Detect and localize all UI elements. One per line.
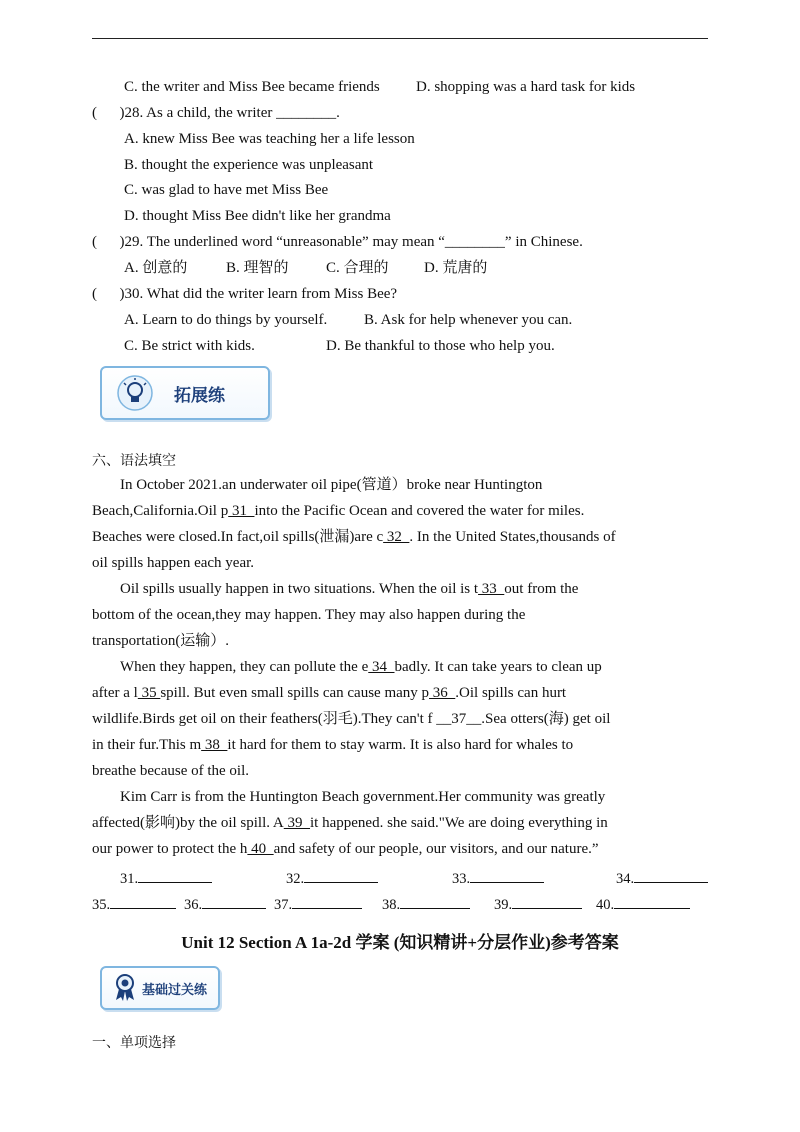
basic-practice-badge <box>100 966 220 1010</box>
answer-blank-31[interactable]: 31. <box>120 868 212 888</box>
gap-39: 39 <box>283 815 311 831</box>
gap-34: 34 <box>368 659 395 675</box>
passage-p4-line1: Kim Carr is from the Huntington Beach government.Her community was greatly <box>120 789 606 805</box>
q29-option-c: C. 合理的 <box>326 260 389 276</box>
section1-heading: 一、单项选择 <box>92 1035 176 1051</box>
q29-option-d: D. 荒唐的 <box>424 260 488 276</box>
answer-blank-34[interactable]: 34. <box>616 868 708 888</box>
passage-p1-line1: In October 2021.an underwater oil pipe(管道）broke near Huntington <box>120 477 543 493</box>
gap-40: 40 <box>247 841 274 857</box>
passage-p3-line3: wildlife.Birds get oil on their feathers(羽毛).They can't f __37__.Sea otters(海) get oil <box>92 711 611 727</box>
gap-32: 32 <box>383 529 410 545</box>
q30-option-b: B. Ask for help whenever you can. <box>364 312 573 328</box>
answer-blank-39[interactable]: 39. <box>494 894 582 914</box>
passage-p4-line3: our power to protect the h 40 and safety of our people, our visitors, and our nature.” <box>92 841 599 857</box>
q28-option-b: B. thought the experience was unpleasant <box>124 157 374 173</box>
answer-blank-37[interactable]: 37. <box>274 894 362 914</box>
answer-blank-36[interactable]: 36. <box>184 894 266 914</box>
passage-p2-line1: Oil spills usually happen in two situations. When the oil is t 33 out from the <box>120 581 579 597</box>
q29-option-a: A. 创意的 <box>124 260 188 276</box>
q29-option-b: B. 理智的 <box>226 260 289 276</box>
passage-p2-line3: transportation(运输）. <box>92 633 230 649</box>
gap-35: 35 <box>137 685 161 701</box>
extension-practice-badge <box>100 366 270 420</box>
q30-option-d: D. Be thankful to those who help you. <box>326 338 555 354</box>
q27-option-d: D. shopping was a hard task for kids <box>416 79 636 95</box>
gap-38: 38 <box>201 737 228 753</box>
q30-option-a: A. Learn to do things by yourself. <box>124 312 328 328</box>
q29-stem: ( )29. The underlined word “unreasonable” may mean “________” in Chinese. <box>92 234 583 250</box>
gap-37: __37__ <box>436 711 482 727</box>
gap-31: 31 <box>228 503 255 519</box>
answer-blank-38[interactable]: 38. <box>382 894 470 914</box>
badge-label: 拓展练 <box>174 386 225 406</box>
answer-blank-40[interactable]: 40. <box>596 894 690 914</box>
passage-p3-line5: breathe because of the oil. <box>92 763 250 779</box>
passage-p1-line3: Beaches were closed.In fact,oil spills(泄漏)are c 32 . In the United States,thousands of <box>92 529 616 545</box>
q28-stem: ( )28. As a child, the writer ________. <box>92 105 340 121</box>
answer-blank-35[interactable]: 35. <box>92 894 176 914</box>
badge-label: 基础过关练 <box>142 983 208 998</box>
answer-blank-33[interactable]: 33. <box>452 868 544 888</box>
award-ribbon-icon <box>110 972 140 1002</box>
passage-p1-line2: Beach,California.Oil p 31 into the Pacific Ocean and covered the water for miles. <box>92 503 585 519</box>
passage-p3-line1: When they happen, they can pollute the e 34 badly. It can take years to clean up <box>120 659 602 675</box>
passage-p3-line4: in their fur.This m 38 it hard for them to stay warm. It is also hard for whales to <box>92 737 574 753</box>
lightbulb-icon <box>116 374 154 412</box>
passage-p4-line2: affected(影响)by the oil spill. A 39 it happened. she said."We are doing everything in <box>92 815 608 831</box>
q30-option-c: C. Be strict with kids. <box>124 338 255 354</box>
q28-option-c: C. was glad to have met Miss Bee <box>124 182 329 198</box>
q30-stem: ( )30. What did the writer learn from Miss Bee? <box>92 286 398 302</box>
q28-option-a: A. knew Miss Bee was teaching her a life lesson <box>124 131 415 147</box>
answer-key-title: Unit 12 Section A 1a-2d 学案 (知识精讲+分层作业)参考答案 <box>181 933 619 952</box>
answer-blank-32[interactable]: 32. <box>286 868 378 888</box>
section6-heading: 六、语法填空 <box>92 453 176 469</box>
passage-p3-line2: after a l 35 spill. But even small spills can cause many p 36 .Oil spills can hurt <box>92 685 567 701</box>
gap-33: 33 <box>478 581 505 597</box>
header-rule <box>92 38 708 39</box>
passage-p2-line2: bottom of the ocean,they may happen. They may also happen during the <box>92 607 526 623</box>
q28-option-d: D. thought Miss Bee didn't like her grandma <box>124 208 391 224</box>
gap-36: 36 <box>429 685 456 701</box>
passage-p1-line4: oil spills happen each year. <box>92 555 255 571</box>
q27-option-c: C. the writer and Miss Bee became friends <box>124 79 380 95</box>
